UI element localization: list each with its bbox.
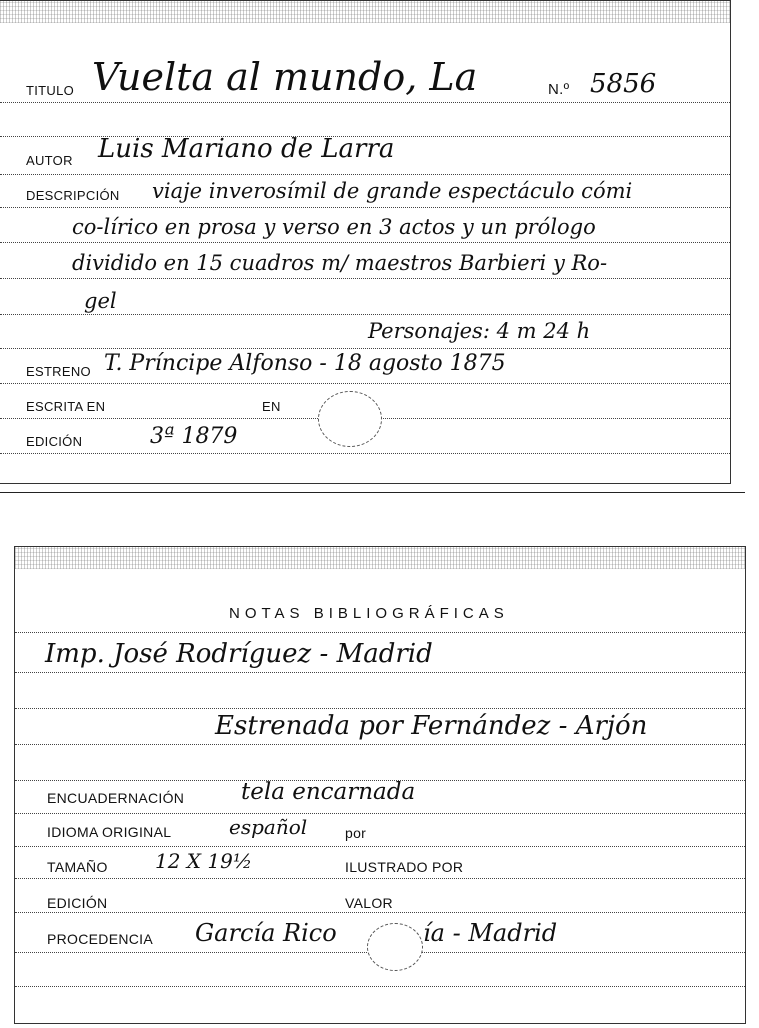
ruled-line xyxy=(15,845,745,847)
erased-stamp xyxy=(318,391,382,447)
descripcion-label: DESCRIPCIÓN xyxy=(26,188,120,203)
scan-noise-top xyxy=(15,547,745,569)
ruled-line xyxy=(0,241,730,243)
descripcion-line-2: co-lírico en prosa y verso en 3 actos y un prólogo xyxy=(72,215,596,239)
numero-value: 5856 xyxy=(590,69,657,99)
autor-label: AUTOR xyxy=(26,153,73,168)
ruled-line xyxy=(15,877,745,879)
tamano-value: 12 X 19½ xyxy=(155,849,253,873)
nota-line-1: Imp. José Rodríguez - Madrid xyxy=(45,639,433,669)
escrita-en-label: ESCRITA EN xyxy=(26,399,106,414)
idioma-value: español xyxy=(229,815,308,839)
scan-noise-top xyxy=(0,1,730,23)
descripcion-line-1: viaje inverosímil de grande espectáculo cómi xyxy=(152,179,633,203)
erased-stamp xyxy=(367,923,423,971)
descripcion-line-3: dividido en 15 cuadros m/ maestros Barbieri y Ro- xyxy=(72,251,608,275)
titulo-label: TITULO xyxy=(26,83,75,98)
ruled-line xyxy=(0,313,730,315)
procedencia-label: PROCEDENCIA xyxy=(47,931,153,947)
numero-label: N.º xyxy=(548,81,570,98)
estreno-label: ESTRENO xyxy=(26,364,91,379)
ruled-line xyxy=(15,707,745,709)
ruled-line xyxy=(0,347,730,349)
ruled-line xyxy=(15,812,745,814)
personajes-note: Personajes: 4 m 24 h xyxy=(368,319,591,343)
procedencia-value-2: ía - Madrid xyxy=(423,919,558,947)
procedencia-value: García Rico xyxy=(195,919,337,947)
notas-heading: NOTAS BIBLIOGRÁFICAS xyxy=(229,605,509,622)
nota-line-2: Estrenada por Fernández - Arjón xyxy=(215,711,648,741)
por-label: por xyxy=(345,825,367,841)
ruled-line xyxy=(15,911,745,913)
encuadernacion-label: ENCUADERNACIÓN xyxy=(47,790,185,806)
ruled-line xyxy=(15,985,745,987)
catalog-card-notes xyxy=(14,546,746,1024)
edicion-label-2: EDICIÓN xyxy=(47,895,108,911)
ruled-line xyxy=(15,743,745,745)
ruled-line xyxy=(0,206,730,208)
autor-value: Luis Mariano de Larra xyxy=(98,134,395,164)
edicion-label: EDICIÓN xyxy=(26,434,83,449)
ruled-line xyxy=(15,631,745,633)
ruled-line xyxy=(0,173,730,175)
page-separator xyxy=(0,492,745,493)
en-label: EN xyxy=(262,399,281,414)
ruled-line xyxy=(0,382,730,384)
idioma-label: IDIOMA ORIGINAL xyxy=(47,824,172,840)
valor-label: VALOR xyxy=(345,895,393,911)
ruled-line xyxy=(0,452,730,454)
titulo-value: Vuelta al mundo, La xyxy=(92,55,478,99)
encuadernacion-value: tela encarnada xyxy=(241,779,416,805)
edicion-value: 3ª 1879 xyxy=(150,424,238,449)
ruled-line xyxy=(15,671,745,673)
descripcion-line-4: gel xyxy=(84,289,117,313)
ilustrado-label: ILUSTRADO POR xyxy=(345,859,464,875)
estreno-value: T. Príncipe Alfonso - 18 agosto 1875 xyxy=(104,351,506,376)
ruled-line xyxy=(0,277,730,279)
ruled-line xyxy=(0,101,730,103)
tamano-label: TAMAÑO xyxy=(47,859,108,875)
catalog-card-main xyxy=(0,0,731,484)
